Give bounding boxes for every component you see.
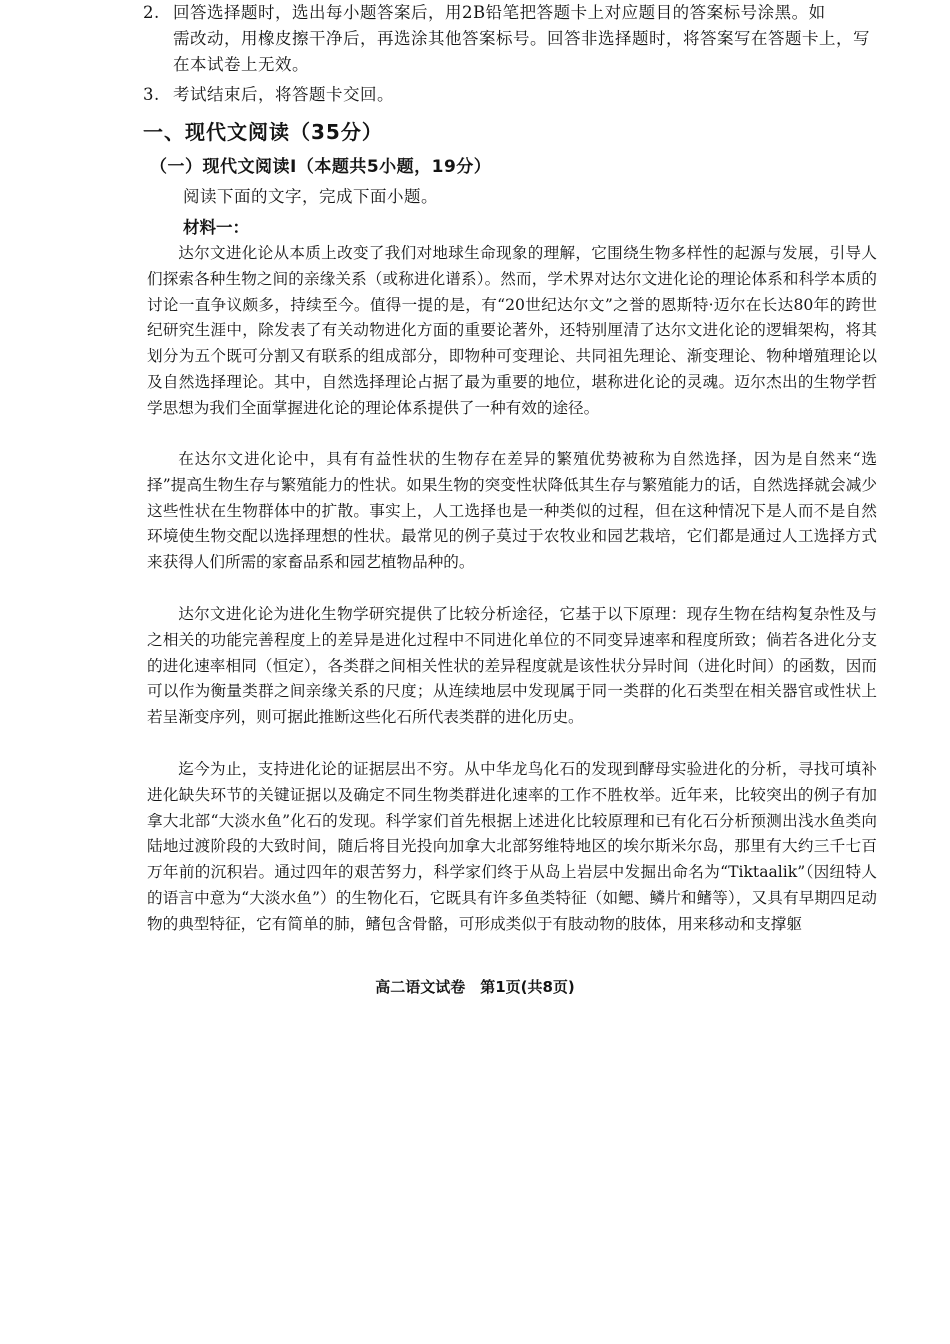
page-footer: 高二语文试卷 第1页(共8页) [375,978,575,996]
instruction-number: 2. [143,3,160,22]
passage-paragraph-4: 迄今为止，支持进化论的证据层出不穷。从中华龙鸟化石的发现到酵母实验进化的分析，寻找可填补进化缺失环节的关键证据以及确定不同生物类群进化速率的工作不胜枚举。近年来，比较突出的例子有加拿大北部“大淡水鱼”化石的发现。科学家们首先根据上述进化比较原理和已有化石分析预测出浅水鱼类向陆地过渡阶段的大致时间，随后将目光投向加拿大北部努维特地区的埃尔斯米尔岛，那里有大约三千七百万年前的沉积岩。通过四年的艰苦努力，科学家们终于从岛上岩层中发掘出命名为“Tiktaalik”（因纽特人的语言中意为“大淡水鱼”）的生物化石，它既具有许多鱼类特征（如鳃、鳞片和鳍等），又具有早期四足动物的典型特征，它有简单的肺，鳍包含骨骼，可形成类似于有肢动物的肢体，用来移动和支撑躯 [147,760,877,933]
instruction-text-first-line: 回答选择题时，选出每小题答案后，用2B铅笔把答题卡上对应题目的答案标号涂黑。如 [173,3,826,22]
passage-paragraph-1: 达尔文进化论从本质上改变了我们对地球生命现象的理解，它围绕生物多样性的起源与发展，引导人们探索各种生物之间的亲缘关系（或称进化谱系）。然而，学术界对达尔文进化论的理论体系和科学本质的讨论一直争议颇多，持续至今。值得一提的是，有“20世纪达尔文”之誉的恩斯特·迈尔在长达80年的跨世纪研究生涯中，除发表了有关动物进化方面的重要论著外，还特别厘清了达尔文进化论的逻辑架构，将其划分为五个既可分割又有联系的组成部分，即物种可变理论、共同祖先理论、渐变理论、物种增殖理论以及自然选择理论。其中，自然选择理论占据了最为重要的地位，堪称进化论的灵魂。迈尔杰出的生物学哲学思想为我们全面掌握进化论的理论体系提供了一种有效的途径。 [147,244,877,417]
instruction-item-3 [143,82,878,108]
material-title: 材料一： [183,218,249,237]
passage-paragraph-2: 在达尔文进化论中，具有有益性状的生物存在差异的繁殖优势被称为自然选择，因为是自然来“选择”提高生物生存与繁殖能力的性状。如果生物的突变性状降低其生存与繁殖能力的话，自然选择就会减少这些性状在生物群体中的扩散。事实上，人工选择也是一种类似的过程，但在这种情况下是人而不是自然环境使生物交配以选择理想的性状。最常见的例子莫过于农牧业和园艺栽培，它们都是通过人工选择方式来获得人们所需的家畜品系和园艺植物品种的。 [147,450,877,572]
instruction-item-2 [143,0,878,78]
reading-direction: 阅读下面的文字，完成下面小题。 [183,187,438,206]
instruction-number: 3. [143,85,160,104]
subsection-title: （一）现代文阅读Ⅰ（本题共5小题，19分） [150,157,492,177]
section-title: 一、现代文阅读（35分） [143,120,383,144]
instruction-text-continued: 需改动，用橡皮擦干净后，再选涂其他答案标号。回答非选择题时，将答案写在答题卡上，写在本试卷上无效。 [173,29,870,74]
instruction-text-first-line: 考试结束后，将答题卡交回。 [173,85,394,104]
passage-paragraph-3: 达尔文进化论为进化生物学研究提供了比较分析途径，它基于以下原理：现存生物在结构复杂性及与之相关的功能完善程度上的差异是进化过程中不同进化单位的不同变异速率和程度所致；倘若各进化分支的进化速率相同（恒定），各类群之间相关性状的差异程度就是该性状分异时间（进化时间）的函数，因而可以作为衡量类群之间亲缘关系的尺度；从连续地层中发现属于同一类群的化石类型在相关器官或性状上若呈渐变序列，则可据此推断这些化石所代表类群的进化历史。 [147,605,877,727]
